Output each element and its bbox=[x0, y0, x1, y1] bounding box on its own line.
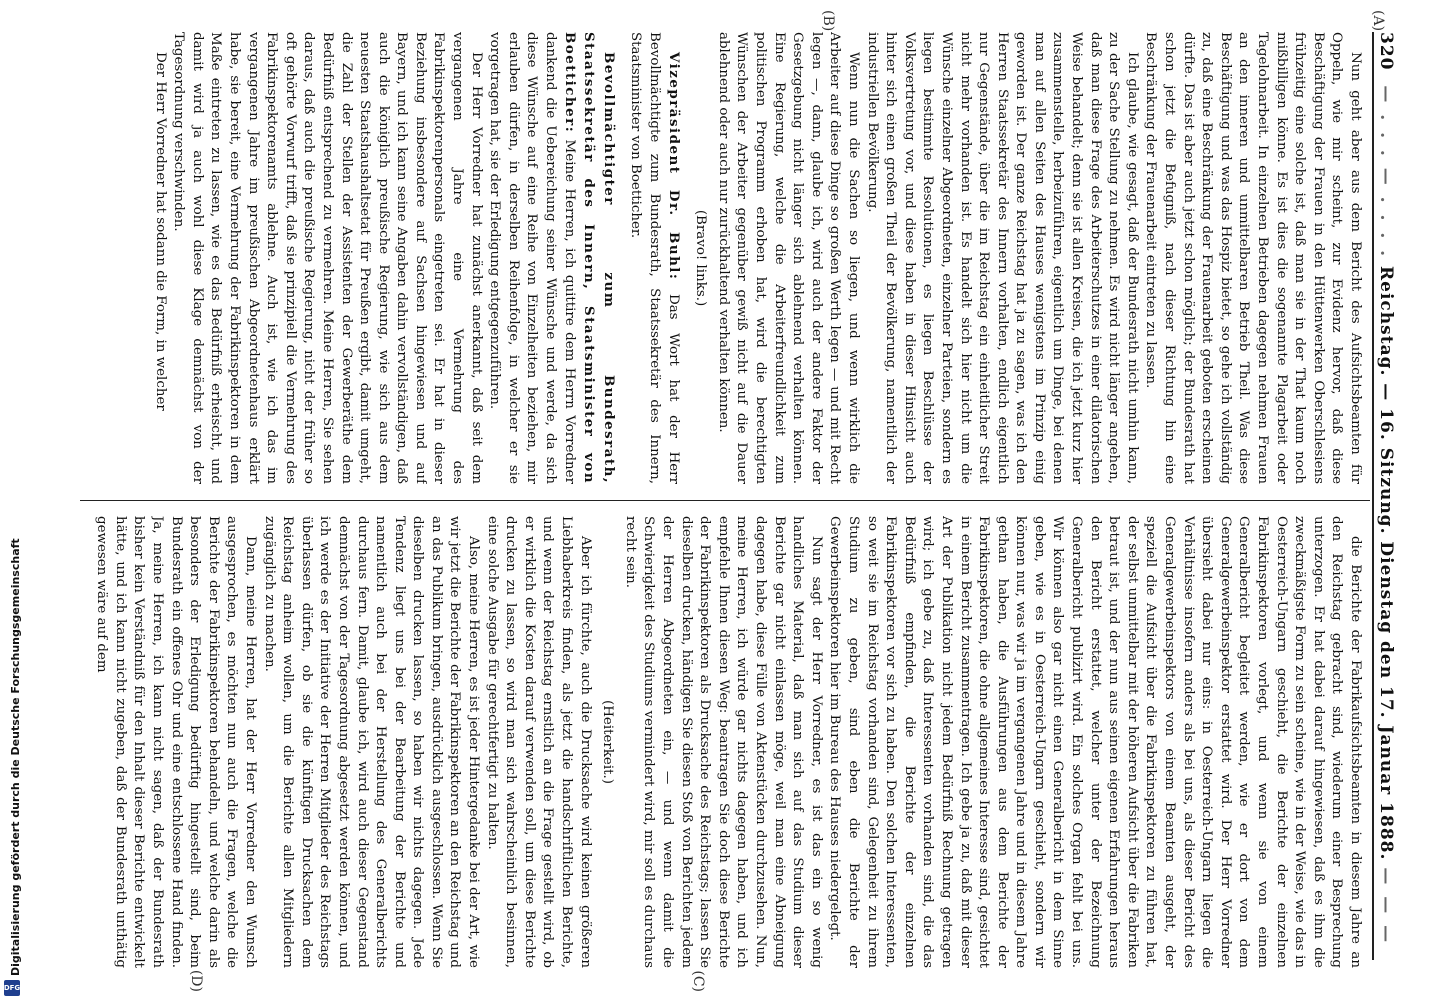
speaker-name: Vizepräsident Dr. Buhl: bbox=[665, 52, 682, 281]
body-paragraph: Dann, meine Herren, hat der Herr Vorredner den Wunsch ausgesprochen, es möchten nun auch die Fragen, welche die Berichte der Fabrikinspektoren behandeln, und welche darin als besonders der Erledigung bedürftig hingestellt sind, beim Bundesrath ein offenes Ohr und eine entschlossene Hand finden. Ja, meine Herren, ich kann nicht sagen, daß der Bundesrath bisher kein Verständniß für den Inhalt dieser Berichte entwickelt hätte, und ich kann nicht zugeben, daß der Bundesrath unthätig gewesen wäre auf dem bbox=[94, 516, 258, 968]
page-header bbox=[1372, 32, 1402, 960]
body-paragraph: Der Herr Vorredner hat sodann die Form, in welcher bbox=[152, 52, 168, 411]
margin-marker-d: (D) bbox=[188, 969, 204, 992]
body-paragraph: Der Herr Vorredner hat zunächst anerkannt, daß seit dem vergangenen Jahre eine Vermehrung des Fabrikinspektorenpersonals eingetreten sei. Er hat in dieser Beziehung insbesondere auf Sachsen hingewiesen und auf Bayern, und ich kann seine Angaben dahin vervollständigen, daß auch die königlich preußische Regierung, wie sich aus dem neuesten Staatshaushaltsetat für Preußen ergibt, damit umgeht, die Zahl der Stellen der Assistenten der Gewerberäthe dem Bedürfniß entsprechend zu vermehren. Meine Herren, Sie sehen daraus, daß auch die preußische Regierung, nicht der früher so oft gehörte Vorwurf trifft, daß sie prinzipiell die Vermehrung des Fabrikinspektorenamts ablehne. Auch ist, wie ich das im vergangenen Jahre im preußischen Abgeordnetenhaus erklärt habe, sie bereit, eine Vermehrung der Fabrikinspektoren in dem Maße eintreten zu lassen, wie es das Bedürfniß erheischt, und damit wird ja auch wohl diese Klage demnächst von der Tagesordnung verschwinden. bbox=[171, 32, 484, 484]
margin-marker-a: (A) bbox=[1370, 10, 1386, 32]
body-paragraph: die Berichte der Fabrikaufsichtsbeamten in diesem Jahre an den Reichstag gebracht sind, wiederum einer Besprechung unterzogen. Er hat dabei darauf hingewiesen, daß es ihm die zweckmäßigste Form zu sein scheine, wie in der Weise, wie das in Oesterreich-Ungarn geschieht, die Berichte der einzelnen Fabrikinspektoren vorlegt, und wenn sie von einem Generalbericht begleitet werden, wie er dort von dem Generalgewerbeinspektor erstattet wird. Der Herr Vorredner übersieht dabei nur eins: in Oesterreich-Ungarn liegen die Verhältnisse insofern anders als bei uns, als dieser Bericht des Generalgewerbeinspektors von einem Beamten ausgeht, der speziell die Aufsicht über die Fabrikinspektoren zu führen hat, der selbst unmittelbar mit der höheren Aufsicht über die Fabriken betraut ist, und der nun aus seinen eigenen Erfahrungen heraus den Bericht erstattet, welcher unter der Bezeichnung Generalbericht publizirt wird. Ein solches Organ fehlt bei uns. Wir können also gar nicht einen Generalbericht in dem Sinne geben, wie es in Oesterreich-Ungarn geschieht, sondern wir können nur, was wir ja im vergangenen Jahre und in diesem Jahre gethan haben, die Ausführungen aus dem Berichte der Fabrikinspektoren, die ohne allgemeines Interesse sind, gesichtet in einem Bericht zusammentragen. Ich gebe ja zu, daß mit dieser Art der Publikation nicht jedem Bedürfniß Rechnung getragen wird; ich gebe zu, daß Interessenten vorhanden sind, die das Bedürfniß empfinden, die Berichte der einzelnen Fabrikinspektoren vor sich zu haben. Den solchen Interessenten, so weit sie im Reichstag vorhanden sind, Gelegenheit zu ihrem Studium zu geben, sind eben die Berichte der Gewerbeinspektoren hier im Bureau des Hauses niedergelegt. bbox=[827, 516, 1363, 968]
running-title bbox=[1376, 71, 1396, 961]
body-paragraph: Ich glaube, wie gesagt, daß der Bundesrath nicht umhin kann, zu der Sache Stellung zu nehmen. Es wird nicht länger angehen, daß man diese Frage des Arbeiterschutzes in einer dilatorischen Weise behandelt; denn sie ist allen Kreisen, die ich jetzt kurz hier zusammenstelle, herbeizuführen, eigentlich um Dinge, bei denen man auf allen Seiten des Hauses wenigstens im Prinzip einig geworden ist. Der ganze Reichstag hat ja zu sagen, was ich den Herren Staatssekretär des Innern vorhalten, endlich eigentlich nur Gegenstände, über die im Reichstag ein einheitlicher Streit nicht mehr vorhanden ist. Es handelt sich hier nicht um die Wünsche einzelner Abgeordneten, einzelner Parteien, sondern es liegen bestimmte Resolutionen, es liegen Beschlüsse der Volksvertretung vor, und diese haben in dieser Hinsicht auch hinter sich einen großen Theil der Bevölkerung, namentlich der industriellen Bevölkerung. bbox=[864, 32, 1140, 484]
body-paragraph: Also, meine Herren, es ist jeder Hintergedanke bei der Art, wie wir jetzt die Berichte der Fabrikinspektoren an den Reichstag und an das Publikum bringen, ausdrücklich ausgeschlossen. Wenn Sie dieselben drucken lassen, so haben wir nichts dagegen. Jede Tendenz liegt uns bei der Bearbeitung der Berichte und namentlich auch bei der Herstellung des Generalberichts durchaus fern. Damit, glaube ich, wird auch dieser Gegenstand demnächst von der Tagesordnung abgesetzt werden können, und ich werde es der Initiative der Herren Mitglieder des Reichstags überlassen dürfen, ob sie die künftigen Drucksachen dem Reichstag anheim wollen, um die Berichte allen Mitgliedern zugänglich zu machen. bbox=[261, 516, 482, 968]
header-dots-right: — — — bbox=[1376, 867, 1396, 946]
dfg-logo: DFG bbox=[4, 980, 20, 996]
footer-credit: Digitalisierung gefördert durch die Deutsche Forschungsgemeinschaft bbox=[9, 538, 22, 976]
stage-direction: (Heiterkeit.) bbox=[600, 700, 616, 784]
body-paragraph: Aber ich fürchte, auch die Drucksache wird keinen größeren Liebhaberkreis finden, als jetzt die handschriftlichen Berichte, und wenn der Reichstag ernstlich an die Frage gestellt wird, ob er wirklich die Kosten darauf verwenden soll, um diese Berichte drucken zu lassen, so wird man sich wahrscheinlich besinnen, eine solche Ausgabe für gerechtfertigt zu halten. bbox=[484, 516, 593, 968]
body-paragraph: Nun geht aber aus dem Bericht des Aufsichtsbeamten für Oppeln, wie mir scheint, zur Evidenz hervor, daß diese Beschäftigung der Frauen in den Hüttenwerken Oberschlesiens frühzeitig eine solche ist, daß man sie in der That kaum noch mißbilligen könne. Es ist dies die sogenannte Plagarbeit oder Tagelohnarbeit. In einzelnen Betrieben dagegen nehmen Frauen an den inneren und unmittelbaren Betrieb Theil. Was diese Beschäftigung und was das Hospiz bietet, so gehe ich vollständig zu, daß eine Beschränkung der Frauenarbeit geboten erscheinen dürfte. Das ist aber auch jetzt schon möglich; der Bundesrath hat schon jetzt die Befugniß, nach dieser Richtung hin eine Beschränkung der Frauenarbeit eintreten zu lassen. bbox=[1143, 32, 1363, 484]
header-dots-left: — . . . — . . . . bbox=[1376, 85, 1396, 260]
speaker-name: Bevollmächtigter zum Bundesrath, Staatssekretär des Innern, Staatsminister von Boetticher: bbox=[561, 32, 617, 484]
header-title: Reichstag. — 16. Sitzung. Dienstag den 17. Januar 1888. bbox=[1376, 266, 1396, 861]
speaker-paragraph bbox=[626, 32, 683, 484]
margin-marker-b: (B) bbox=[820, 10, 836, 32]
body-paragraph: Nun sagt der Herr Vorredner, es ist das ein so wenig handliches Material, daß man sich auf das Studium dieser Berichte gar nicht einlassen möge, weil man eine Abneigung dagegen habe, diese Fülle von Aktenstücken durchzusehen. Nun, meine Herren, ich würde gar nichts dagegen haben, und ich empfehle Ihnen diesen Weg: beantragen Sie doch diese Berichte der Fabrikinspektoren als Drucksache des Reichstags; lassen Sie dieselben drucken, händigen Sie diesen Stoß von Berichten jedem der Herren Abgeordneten ein, — und wenn damit die Schwierigkeit des Studiums vermindert wird, mir soll es durchaus recht sein. bbox=[622, 516, 824, 968]
right-column bbox=[64, 516, 1364, 968]
body-paragraph: Wenn nun die Sachen so liegen, und wenn wirklich die Arbeiter auf diese Dinge so großen Werth legen — und mit Recht legen —, dann, glaube ich, wird auch der andere Faktor der Gesetzgebung nicht länger sich ablehnend verhalten können. Eine Regierung, welche die Arbeiterfreundlichkeit zum politischen Programm erhoben hat, wird die berechtigten Wünschen der Arbeiter gegenüber gewiß nicht auf die Dauer ablehnend oder auch nur zurückhaltend verhalten können. bbox=[715, 32, 861, 484]
speaker-paragraph bbox=[485, 32, 618, 484]
left-column bbox=[64, 32, 1364, 484]
speech-text: Das Wort hat der Herr Bevollmächtigte zum Bundesrath, Staatssekretär des Innern, Staatsminister von Boetticher. bbox=[628, 32, 681, 484]
column-divider bbox=[80, 500, 1370, 501]
speech-text: Meine Herren, ich quittire dem Herrn Vorredner dankend die Uebereichung seiner Wünsche und werde, da sich diese Wünsche auf eine Reihe von Einzelheiten beziehen, mir erlauben dürfen, in derselben Reihenfolge, in welcher er sie vorgetragen hat, sie der Erledigung entgegenzuführen. bbox=[487, 32, 577, 484]
margin-marker-c: (C) bbox=[690, 970, 706, 992]
stage-direction: (Bravo! links.) bbox=[693, 209, 709, 307]
digitization-footer bbox=[0, 0, 24, 1000]
page-number: 320 bbox=[1376, 32, 1396, 71]
